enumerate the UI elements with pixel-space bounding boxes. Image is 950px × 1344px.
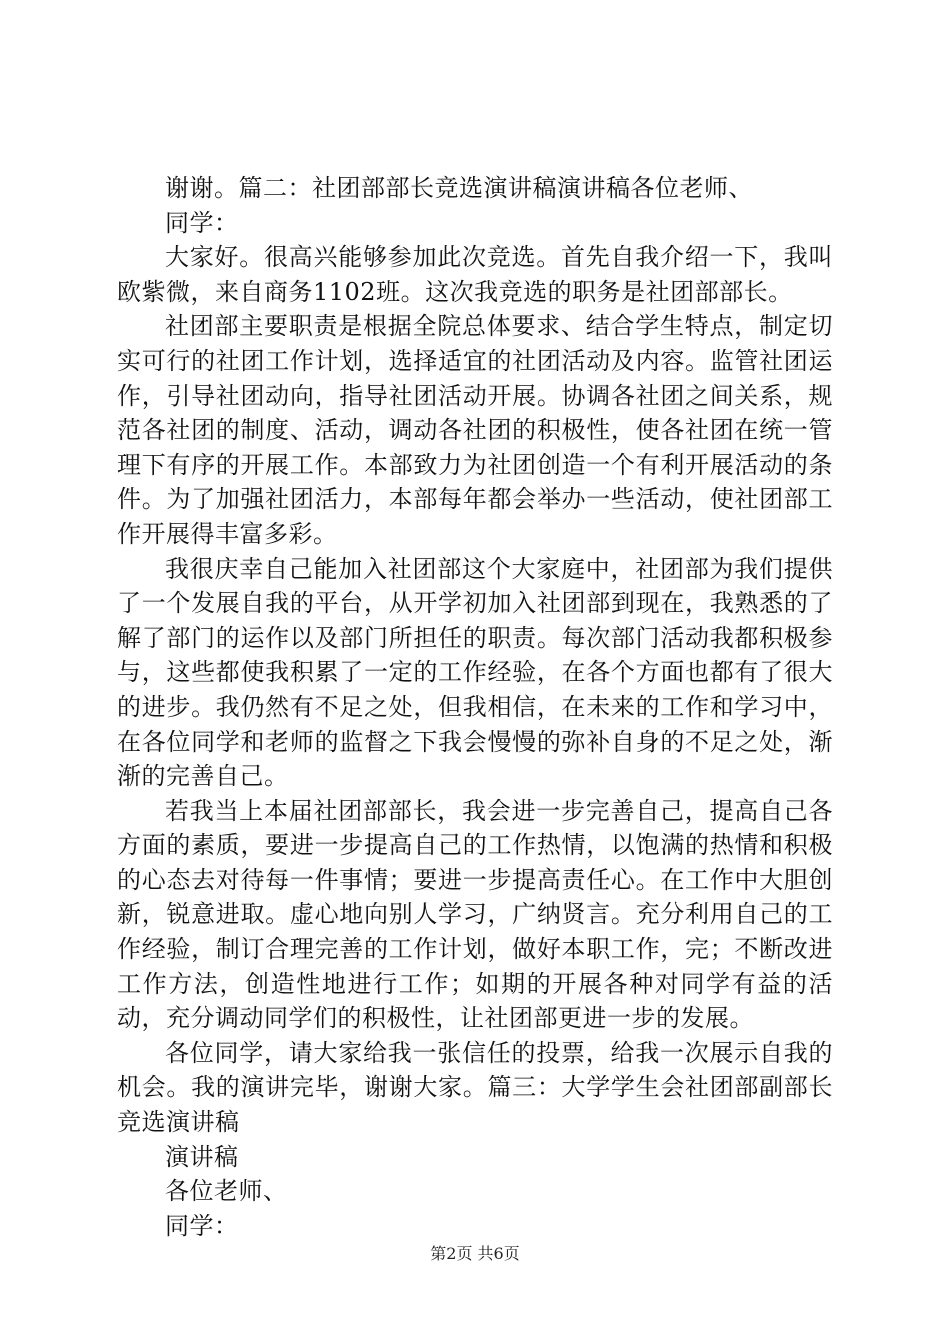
paragraph: 同学： xyxy=(165,1211,239,1240)
paragraph: 我很庆幸自己能加入社团部这个大家庭中，社团部为我们提供了一个发展自我的平台，从开学初加入社团部到现在，我熟悉的了解了部门的运作以及部门所担任的职责。每次部门活动我都积极参与，这些都使我积累了一定的工作经验，在各个方面也都有了很大的进步。我仍然有不足之处，但我相信，在未来的工作和学习中，在各位同学和老师的监督之下我会慢慢的弥补自身的不足之处，渐渐的完善自己。 xyxy=(117,554,833,791)
paragraph: 大家好。很高兴能够参加此次竞选。首先自我介绍一下，我叫欧紫微，来自商务1102班。这次我竞选的职务是社团部部长。 xyxy=(117,243,833,306)
paragraph: 谢谢。篇二：社团部部长竞选演讲稿演讲稿各位老师、 xyxy=(165,174,753,202)
document-body xyxy=(117,171,833,1243)
page-number-footer: 第2页 共6页 xyxy=(430,1244,520,1263)
paragraph: 演讲稿 xyxy=(165,1142,239,1171)
paragraph: 各位同学，请大家给我一张信任的投票，给我一次展示自我的机会。我的演讲完毕，谢谢大家。篇三：大学学生会社团部副部长竞选演讲稿 xyxy=(117,1038,833,1137)
paragraph: 若我当上本届社团部部长，我会进一步完善自己，提高自己各方面的素质，要进一步提高自己的工作热情，以饱满的热情和积极的心态去对待每一件事情；要进一步提高责任心。在工作中大胆创新，锐意进取。虚心地向别人学习，广纳贤言。充分利用自己的工作经验，制订合理完善的工作计划，做好本职工作，完；不断改进工作方法，创造性地进行工作；如期的开展各种对同学有益的活动，充分调动同学们的积极性，让社团部更进一步的发展。 xyxy=(117,796,833,1033)
paragraph: 社团部主要职责是根据全院总体要求、结合学生特点，制定切实可行的社团工作计划，选择适宜的社团活动及内容。监管社团运作，引导社团动向，指导社团活动开展。协调各社团之间关系，规范各社团的制度、活动，调动各社团的积极性，使各社团在统一管理下有序的开展工作。本部致力为社团创造一个有利开展活动的条件。为了加强社团活力，本部每年都会举办一些活动，使社团部工作开展得丰富多彩。 xyxy=(117,312,833,548)
paragraph: 同学： xyxy=(165,208,239,237)
paragraph: 各位老师、 xyxy=(165,1177,288,1206)
